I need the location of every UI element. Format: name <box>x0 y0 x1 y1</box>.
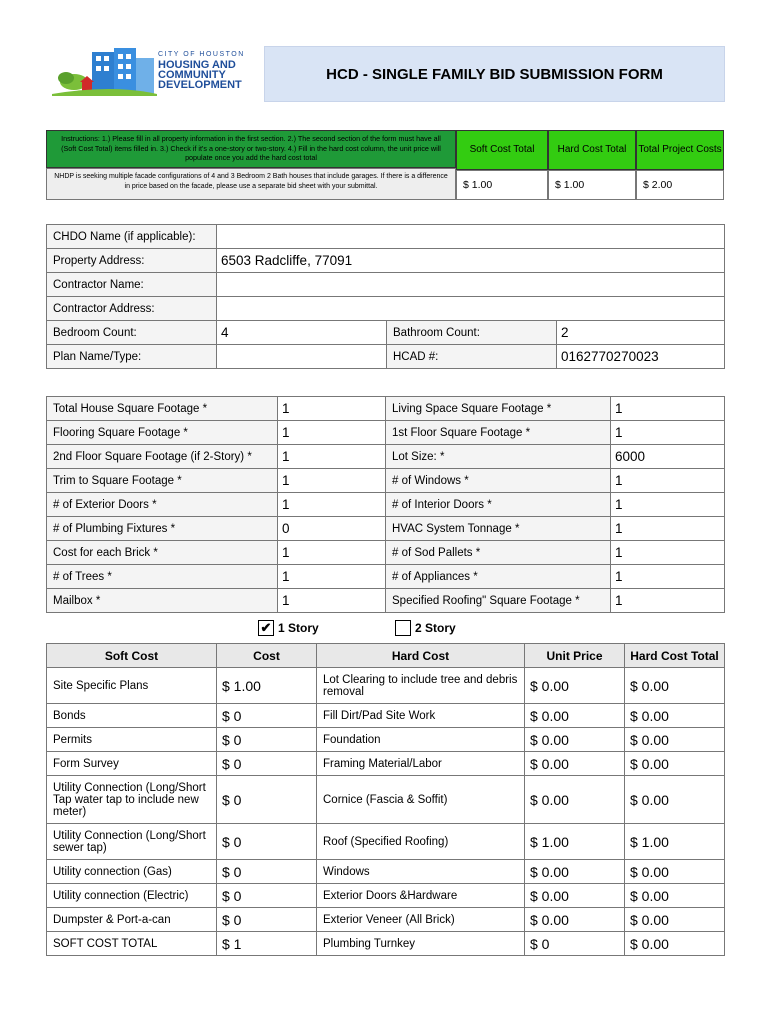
soft-cost-item: Utility connection (Gas) <box>47 860 217 884</box>
hard-cost-item: Framing Material/Labor <box>317 752 525 776</box>
hard-cost-item: Exterior Veneer (All Brick) <box>317 908 525 932</box>
hard-cost-item: Foundation <box>317 728 525 752</box>
total-project-costs-value[interactable]: $ 2.00 <box>636 170 724 200</box>
footage-field[interactable]: 1 <box>278 397 386 421</box>
property-address-field[interactable]: 6503 Radcliffe, 77091 <box>217 249 725 273</box>
property-address-label: Property Address: <box>47 249 217 273</box>
soft-cost-value[interactable]: $ 0 <box>217 728 317 752</box>
soft-cost-item: Bonds <box>47 704 217 728</box>
footage-field[interactable]: 1 <box>278 541 386 565</box>
cost-row <box>47 668 725 704</box>
hard-cost-item: Exterior Doors &Hardware <box>317 884 525 908</box>
footage-label: Living Space Square Footage * <box>386 397 611 421</box>
soft-cost-item: Utility Connection (Long/Short sewer tap) <box>47 824 217 860</box>
footage-row <box>47 469 725 493</box>
hard-cost-total-value[interactable]: $ 0.00 <box>625 860 725 884</box>
instructions-text: Instructions: 1.) Please fill in all property information in the first section. 2.) The second section of the form must have all (Soft Cost Total) items filled in. 3.) Check if it's a one-story or two-story. 4.) Fill in the hard cost column, the unit price will populate once you add the hard cost total <box>46 130 456 168</box>
hard-cost-total-value[interactable]: $ 0.00 <box>625 932 725 956</box>
cost-row <box>47 932 725 956</box>
hard-cost-total-value[interactable]: $ 0.00 <box>625 704 725 728</box>
hard-cost-item: Fill Dirt/Pad Site Work <box>317 704 525 728</box>
footage-field[interactable]: 1 <box>278 493 386 517</box>
unit-price-value[interactable]: $ 0.00 <box>525 776 625 824</box>
footage-field[interactable]: 1 <box>611 517 725 541</box>
hard-cost-item: Windows <box>317 860 525 884</box>
soft-cost-item: Form Survey <box>47 752 217 776</box>
footage-table <box>46 396 725 613</box>
footage-row <box>47 517 725 541</box>
form-title: HCD - SINGLE FAMILY BID SUBMISSION FORM <box>264 46 725 102</box>
cost-row <box>47 752 725 776</box>
footage-label: # of Windows * <box>386 469 611 493</box>
one-story-checkbox[interactable]: ✔ <box>258 620 274 636</box>
footage-label: Flooring Square Footage * <box>47 421 278 445</box>
unit-price-value[interactable]: $ 0.00 <box>525 668 625 704</box>
footage-label: # of Exterior Doors * <box>47 493 278 517</box>
footage-label: Trim to Square Footage * <box>47 469 278 493</box>
cost-header: Cost <box>217 644 317 668</box>
footage-label: # of Sod Pallets * <box>386 541 611 565</box>
hard-cost-total-value[interactable]: $ 1.00 <box>625 824 725 860</box>
footage-field[interactable]: 1 <box>278 421 386 445</box>
hard-cost-item: Cornice (Fascia & Soffit) <box>317 776 525 824</box>
soft-cost-item: Utility Connection (Long/Short Tap water tap to include new meter) <box>47 776 217 824</box>
soft-cost-value[interactable]: $ 0 <box>217 860 317 884</box>
footage-row <box>47 445 725 469</box>
hard-cost-total-value[interactable]: $ 0.00 <box>625 908 725 932</box>
cost-table <box>46 643 725 956</box>
footage-field[interactable]: 1 <box>611 397 725 421</box>
total-project-costs-header: Total Project Costs <box>636 130 724 170</box>
footage-field[interactable]: 1 <box>611 565 725 589</box>
soft-cost-item: Permits <box>47 728 217 752</box>
cost-row <box>47 728 725 752</box>
footage-label: Mailbox * <box>47 589 278 613</box>
soft-cost-value[interactable]: $ 0 <box>217 884 317 908</box>
one-story-label: 1 Story <box>278 621 319 635</box>
footage-row <box>47 565 725 589</box>
soft-cost-total-value[interactable]: $ 1.00 <box>456 170 548 200</box>
soft-cost-value[interactable]: $ 1.00 <box>217 668 317 704</box>
two-story-label: 2 Story <box>415 621 456 635</box>
footage-field[interactable]: 1 <box>611 421 725 445</box>
footage-label: # of Appliances * <box>386 565 611 589</box>
footage-label: Cost for each Brick * <box>47 541 278 565</box>
chdo-field[interactable] <box>217 225 725 249</box>
hcad-field[interactable]: 0162770270023 <box>557 345 725 369</box>
hard-cost-total-value[interactable]: $ 0.00 <box>625 776 725 824</box>
hard-cost-total-header: Hard Cost Total <box>548 130 636 170</box>
soft-cost-value[interactable]: $ 0 <box>217 824 317 860</box>
hard-cost-total-value[interactable]: $ 0.00 <box>625 752 725 776</box>
hard-cost-total-value[interactable]: $ 0.00 <box>625 668 725 704</box>
footage-field[interactable]: 1 <box>278 589 386 613</box>
unit-price-value[interactable]: $ 0.00 <box>525 860 625 884</box>
footage-label: 1st Floor Square Footage * <box>386 421 611 445</box>
unit-price-value[interactable]: $ 0.00 <box>525 752 625 776</box>
footage-label: Lot Size: * <box>386 445 611 469</box>
footage-row <box>47 397 725 421</box>
footage-field[interactable]: 1 <box>278 565 386 589</box>
hard-cost-total-value[interactable]: $ 1.00 <box>548 170 636 200</box>
plan-name-field[interactable] <box>217 345 387 369</box>
logo-text: CITY OF HOUSTON HOUSING AND COMMUNITY DEVELOPMENT <box>158 51 245 91</box>
unit-price-value[interactable]: $ 0.00 <box>525 908 625 932</box>
plan-name-label: Plan Name/Type: <box>47 345 217 369</box>
footage-field[interactable]: 0 <box>278 517 386 541</box>
nhdp-note: NHDP is seeking multiple facade configurations of 4 and 3 Bedroom 2 Bath houses that include garages. If there is a difference in price based on the facade, please use a separate bid sheet with your submittal. <box>46 168 456 200</box>
footage-field[interactable]: 1 <box>611 493 725 517</box>
footage-row <box>47 541 725 565</box>
hard-cost-item: Lot Clearing to include tree and debris removal <box>317 668 525 704</box>
hard-cost-header: Hard Cost <box>317 644 525 668</box>
footage-row <box>47 493 725 517</box>
soft-cost-value[interactable]: $ 0 <box>217 704 317 728</box>
soft-cost-header: Soft Cost <box>47 644 217 668</box>
bathroom-count-field[interactable]: 2 <box>557 321 725 345</box>
unit-price-value[interactable]: $ 0.00 <box>525 728 625 752</box>
footage-field[interactable]: 1 <box>611 469 725 493</box>
hard-cost-total-col-header: Hard Cost Total <box>625 644 725 668</box>
soft-cost-value[interactable]: $ 1 <box>217 932 317 956</box>
hard-cost-total-value[interactable]: $ 0.00 <box>625 884 725 908</box>
footage-label: # of Plumbing Fixtures * <box>47 517 278 541</box>
contractor-name-label: Contractor Name: <box>47 273 217 297</box>
footage-label: # of Trees * <box>47 565 278 589</box>
footage-field[interactable]: 6000 <box>611 445 725 469</box>
footage-label: # of Interior Doors * <box>386 493 611 517</box>
property-info-table <box>46 224 725 369</box>
footage-row <box>47 421 725 445</box>
contractor-address-label: Contractor Address: <box>47 297 217 321</box>
soft-cost-item: Site Specific Plans <box>47 668 217 704</box>
cost-row <box>47 824 725 860</box>
soft-cost-value[interactable]: $ 0 <box>217 908 317 932</box>
contractor-address-field[interactable] <box>217 297 725 321</box>
hcad-label: HCAD #: <box>387 345 557 369</box>
unit-price-value[interactable]: $ 1.00 <box>525 824 625 860</box>
one-story-option[interactable] <box>258 620 319 636</box>
soft-cost-total-header: Soft Cost Total <box>456 130 548 170</box>
contractor-name-field[interactable] <box>217 273 725 297</box>
two-story-option[interactable] <box>395 620 456 636</box>
cost-row <box>47 860 725 884</box>
soft-cost-value[interactable]: $ 0 <box>217 776 317 824</box>
unit-price-value[interactable]: $ 0 <box>525 932 625 956</box>
unit-price-value[interactable]: $ 0.00 <box>525 884 625 908</box>
cost-row <box>47 908 725 932</box>
two-story-checkbox[interactable] <box>395 620 411 636</box>
soft-cost-item: Utility connection (Electric) <box>47 884 217 908</box>
footage-field[interactable]: 1 <box>611 589 725 613</box>
soft-cost-value[interactable]: $ 0 <box>217 752 317 776</box>
bedroom-count-field[interactable]: 4 <box>217 321 387 345</box>
footage-field[interactable]: 1 <box>611 541 725 565</box>
chdo-label: CHDO Name (if applicable): <box>47 225 217 249</box>
footage-label: Specified Roofing" Square Footage * <box>386 589 611 613</box>
hard-cost-item: Plumbing Turnkey <box>317 932 525 956</box>
soft-cost-item: SOFT COST TOTAL <box>47 932 217 956</box>
footage-row <box>47 589 725 613</box>
footage-label: HVAC System Tonnage * <box>386 517 611 541</box>
footage-label: 2nd Floor Square Footage (if 2-Story) * <box>47 445 278 469</box>
hard-cost-total-value[interactable]: $ 0.00 <box>625 728 725 752</box>
hard-cost-item: Roof (Specified Roofing) <box>317 824 525 860</box>
footage-field[interactable]: 1 <box>278 445 386 469</box>
bedroom-count-label: Bedroom Count: <box>47 321 217 345</box>
bathroom-count-label: Bathroom Count: <box>387 321 557 345</box>
unit-price-value[interactable]: $ 0.00 <box>525 704 625 728</box>
soft-cost-item: Dumpster & Port-a-can <box>47 908 217 932</box>
cost-row <box>47 776 725 824</box>
footage-label: Total House Square Footage * <box>47 397 278 421</box>
cost-row <box>47 704 725 728</box>
cost-row <box>47 884 725 908</box>
unit-price-header: Unit Price <box>525 644 625 668</box>
footage-field[interactable]: 1 <box>278 469 386 493</box>
